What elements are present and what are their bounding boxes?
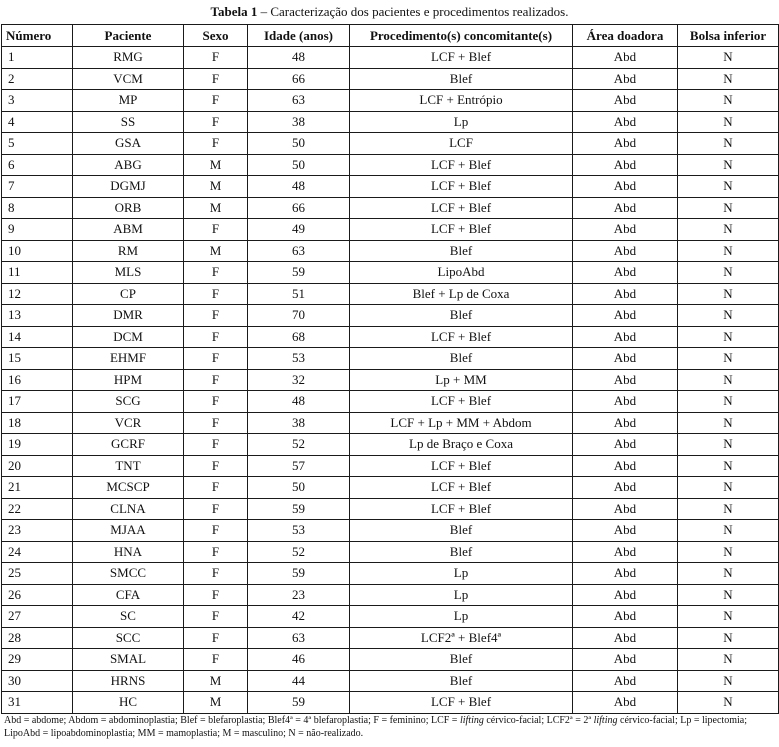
cell-sexo: F — [184, 47, 248, 69]
cell-area-doadora: Abd — [573, 68, 678, 90]
cell-paciente: SC — [73, 606, 184, 628]
cell-sexo: F — [184, 498, 248, 520]
cell-numero: 14 — [2, 326, 73, 348]
cell-bolsa-inferior: N — [678, 498, 779, 520]
cell-idade: 42 — [248, 606, 350, 628]
cell-procedimentos: Blef — [350, 520, 573, 542]
cell-numero: 10 — [2, 240, 73, 262]
cell-numero: 28 — [2, 627, 73, 649]
cell-bolsa-inferior: N — [678, 262, 779, 284]
cell-area-doadora: Abd — [573, 649, 678, 671]
cell-numero: 6 — [2, 154, 73, 176]
table-footnote — [4, 714, 776, 740]
cell-bolsa-inferior: N — [678, 391, 779, 413]
cell-numero: 19 — [2, 434, 73, 456]
cell-sexo: F — [184, 649, 248, 671]
cell-idade: 63 — [248, 240, 350, 262]
cell-bolsa-inferior: N — [678, 541, 779, 563]
cell-area-doadora: Abd — [573, 670, 678, 692]
table-row — [2, 584, 779, 606]
cell-sexo: F — [184, 262, 248, 284]
cell-bolsa-inferior: N — [678, 197, 779, 219]
cell-area-doadora: Abd — [573, 369, 678, 391]
cell-idade: 48 — [248, 176, 350, 198]
cell-numero: 21 — [2, 477, 73, 499]
cell-idade: 66 — [248, 197, 350, 219]
cell-idade: 23 — [248, 584, 350, 606]
cell-sexo: F — [184, 477, 248, 499]
column-header-idade: Idade (anos) — [248, 25, 350, 47]
cell-area-doadora: Abd — [573, 391, 678, 413]
cell-sexo: F — [184, 90, 248, 112]
cell-sexo: F — [184, 434, 248, 456]
cell-sexo: M — [184, 154, 248, 176]
cell-idade: 66 — [248, 68, 350, 90]
cell-procedimentos: Blef — [350, 240, 573, 262]
column-header-paciente: Paciente — [73, 25, 184, 47]
cell-idade: 70 — [248, 305, 350, 327]
cell-procedimentos: Blef — [350, 348, 573, 370]
cell-area-doadora: Abd — [573, 541, 678, 563]
cell-procedimentos: Lp — [350, 584, 573, 606]
cell-idade: 50 — [248, 133, 350, 155]
table-row — [2, 670, 779, 692]
table-row — [2, 606, 779, 628]
cell-procedimentos: LCF + Blef — [350, 154, 573, 176]
cell-idade: 48 — [248, 47, 350, 69]
cell-idade: 59 — [248, 498, 350, 520]
table-caption-text: – Caracterização dos pacientes e procedimentos realizados. — [257, 4, 569, 19]
cell-idade: 53 — [248, 520, 350, 542]
cell-sexo: M — [184, 197, 248, 219]
cell-numero: 24 — [2, 541, 73, 563]
cell-numero: 4 — [2, 111, 73, 133]
cell-idade: 44 — [248, 670, 350, 692]
cell-numero: 29 — [2, 649, 73, 671]
cell-idade: 52 — [248, 434, 350, 456]
cell-numero: 7 — [2, 176, 73, 198]
table-row — [2, 477, 779, 499]
cell-paciente: RMG — [73, 47, 184, 69]
table-caption-label: Tabela 1 — [210, 4, 258, 19]
cell-procedimentos: Blef + Lp de Coxa — [350, 283, 573, 305]
cell-idade: 68 — [248, 326, 350, 348]
cell-numero: 22 — [2, 498, 73, 520]
cell-paciente: GSA — [73, 133, 184, 155]
cell-bolsa-inferior: N — [678, 219, 779, 241]
cell-sexo: F — [184, 520, 248, 542]
header-row — [2, 25, 779, 47]
cell-numero: 31 — [2, 692, 73, 714]
cell-bolsa-inferior: N — [678, 154, 779, 176]
cell-idade: 46 — [248, 649, 350, 671]
cell-procedimentos: Blef — [350, 305, 573, 327]
cell-numero: 12 — [2, 283, 73, 305]
cell-procedimentos: LCF + Blef — [350, 391, 573, 413]
cell-procedimentos: LCF — [350, 133, 573, 155]
cell-bolsa-inferior: N — [678, 348, 779, 370]
table-row — [2, 240, 779, 262]
cell-bolsa-inferior: N — [678, 670, 779, 692]
cell-paciente: HNA — [73, 541, 184, 563]
cell-sexo: M — [184, 692, 248, 714]
cell-sexo: M — [184, 670, 248, 692]
table-header — [2, 25, 779, 47]
table-row — [2, 47, 779, 69]
cell-procedimentos: LCF + Blef — [350, 326, 573, 348]
cell-area-doadora: Abd — [573, 133, 678, 155]
cell-sexo: F — [184, 219, 248, 241]
cell-paciente: RM — [73, 240, 184, 262]
cell-area-doadora: Abd — [573, 627, 678, 649]
cell-procedimentos: LCF + Blef — [350, 47, 573, 69]
table-row — [2, 197, 779, 219]
cell-numero: 23 — [2, 520, 73, 542]
cell-paciente: SS — [73, 111, 184, 133]
cell-paciente: CP — [73, 283, 184, 305]
footnote-lifting-1: lifting — [459, 715, 484, 726]
cell-paciente: HRNS — [73, 670, 184, 692]
cell-paciente: HC — [73, 692, 184, 714]
cell-idade: 59 — [248, 563, 350, 585]
cell-paciente: MP — [73, 90, 184, 112]
table-row — [2, 219, 779, 241]
cell-sexo: M — [184, 240, 248, 262]
footnote-part-3: cérvico-facial; Lp = lipectomia; LipoAbd = lipoabdominoplastia; MM = mamoplastia; M = masculino; N = não-realizado. — [4, 715, 747, 739]
cell-sexo: F — [184, 305, 248, 327]
cell-sexo: F — [184, 283, 248, 305]
cell-area-doadora: Abd — [573, 520, 678, 542]
table-row — [2, 176, 779, 198]
cell-area-doadora: Abd — [573, 154, 678, 176]
cell-numero: 27 — [2, 606, 73, 628]
table-row — [2, 455, 779, 477]
cell-procedimentos: Blef — [350, 541, 573, 563]
cell-sexo: F — [184, 412, 248, 434]
cell-area-doadora: Abd — [573, 434, 678, 456]
cell-bolsa-inferior: N — [678, 692, 779, 714]
table-row — [2, 68, 779, 90]
cell-procedimentos: Blef — [350, 649, 573, 671]
cell-idade: 53 — [248, 348, 350, 370]
cell-paciente: GCRF — [73, 434, 184, 456]
cell-procedimentos: LCF + Blef — [350, 197, 573, 219]
cell-idade: 59 — [248, 692, 350, 714]
cell-area-doadora: Abd — [573, 498, 678, 520]
cell-numero: 20 — [2, 455, 73, 477]
cell-bolsa-inferior: N — [678, 584, 779, 606]
cell-numero: 13 — [2, 305, 73, 327]
cell-paciente: CLNA — [73, 498, 184, 520]
cell-numero: 17 — [2, 391, 73, 413]
cell-procedimentos: Lp de Braço e Coxa — [350, 434, 573, 456]
cell-numero: 18 — [2, 412, 73, 434]
cell-area-doadora: Abd — [573, 563, 678, 585]
cell-paciente: MLS — [73, 262, 184, 284]
cell-area-doadora: Abd — [573, 477, 678, 499]
cell-paciente: HPM — [73, 369, 184, 391]
cell-idade: 50 — [248, 477, 350, 499]
table-row — [2, 154, 779, 176]
table-row — [2, 649, 779, 671]
cell-bolsa-inferior: N — [678, 305, 779, 327]
cell-area-doadora: Abd — [573, 240, 678, 262]
cell-paciente: MJAA — [73, 520, 184, 542]
cell-procedimentos: Blef — [350, 670, 573, 692]
cell-bolsa-inferior: N — [678, 240, 779, 262]
cell-area-doadora: Abd — [573, 90, 678, 112]
cell-bolsa-inferior: N — [678, 111, 779, 133]
cell-paciente: SMAL — [73, 649, 184, 671]
cell-bolsa-inferior: N — [678, 176, 779, 198]
cell-paciente: SMCC — [73, 563, 184, 585]
cell-idade: 38 — [248, 412, 350, 434]
table-row — [2, 369, 779, 391]
cell-procedimentos: LCF + Blef — [350, 219, 573, 241]
cell-numero: 26 — [2, 584, 73, 606]
cell-numero: 8 — [2, 197, 73, 219]
cell-procedimentos: LCF + Blef — [350, 477, 573, 499]
table-body — [2, 47, 779, 714]
cell-area-doadora: Abd — [573, 606, 678, 628]
cell-area-doadora: Abd — [573, 412, 678, 434]
cell-paciente: EHMF — [73, 348, 184, 370]
cell-idade: 59 — [248, 262, 350, 284]
cell-area-doadora: Abd — [573, 47, 678, 69]
cell-paciente: ORB — [73, 197, 184, 219]
cell-bolsa-inferior: N — [678, 520, 779, 542]
table-caption — [0, 4, 779, 20]
cell-sexo: F — [184, 326, 248, 348]
table-row — [2, 305, 779, 327]
cell-procedimentos: LCF + Blef — [350, 692, 573, 714]
cell-bolsa-inferior: N — [678, 477, 779, 499]
cell-idade: 63 — [248, 90, 350, 112]
table-row — [2, 326, 779, 348]
table-row — [2, 498, 779, 520]
column-header-bolsa-inferior: Bolsa inferior — [678, 25, 779, 47]
cell-paciente: SCG — [73, 391, 184, 413]
cell-bolsa-inferior: N — [678, 133, 779, 155]
cell-idade: 63 — [248, 627, 350, 649]
table-row — [2, 283, 779, 305]
cell-bolsa-inferior: N — [678, 326, 779, 348]
table-row — [2, 412, 779, 434]
table-row — [2, 90, 779, 112]
table-row — [2, 133, 779, 155]
footnote-part-1: Abd = abdome; Abdom = abdominoplastia; Blef = blefaroplastia; Blef4ª = 4ª blefaroplastia; F = feminino; LCF = — [4, 715, 460, 726]
column-header-sexo: Sexo — [184, 25, 248, 47]
cell-numero: 1 — [2, 47, 73, 69]
cell-idade: 52 — [248, 541, 350, 563]
cell-paciente: DCM — [73, 326, 184, 348]
cell-area-doadora: Abd — [573, 584, 678, 606]
cell-idade: 57 — [248, 455, 350, 477]
cell-procedimentos: LCF + Entrópio — [350, 90, 573, 112]
cell-sexo: F — [184, 68, 248, 90]
cell-bolsa-inferior: N — [678, 627, 779, 649]
cell-numero: 11 — [2, 262, 73, 284]
cell-idade: 50 — [248, 154, 350, 176]
cell-paciente: SCC — [73, 627, 184, 649]
cell-area-doadora: Abd — [573, 219, 678, 241]
cell-bolsa-inferior: N — [678, 47, 779, 69]
table-row — [2, 434, 779, 456]
cell-paciente: DGMJ — [73, 176, 184, 198]
cell-numero: 16 — [2, 369, 73, 391]
column-header-numero: Número — [2, 25, 73, 47]
cell-paciente: TNT — [73, 455, 184, 477]
cell-area-doadora: Abd — [573, 111, 678, 133]
cell-area-doadora: Abd — [573, 326, 678, 348]
table-row — [2, 627, 779, 649]
cell-area-doadora: Abd — [573, 262, 678, 284]
cell-sexo: F — [184, 111, 248, 133]
cell-paciente: ABG — [73, 154, 184, 176]
cell-bolsa-inferior: N — [678, 369, 779, 391]
cell-sexo: F — [184, 606, 248, 628]
cell-procedimentos: Lp — [350, 563, 573, 585]
cell-numero: 3 — [2, 90, 73, 112]
cell-bolsa-inferior: N — [678, 649, 779, 671]
cell-area-doadora: Abd — [573, 455, 678, 477]
footnote-part-2: cérvico-facial; LCF2ª = 2ª — [483, 715, 594, 726]
cell-sexo: F — [184, 348, 248, 370]
cell-bolsa-inferior: N — [678, 563, 779, 585]
table-row — [2, 563, 779, 585]
cell-numero: 2 — [2, 68, 73, 90]
cell-bolsa-inferior: N — [678, 90, 779, 112]
cell-bolsa-inferior: N — [678, 606, 779, 628]
cell-sexo: F — [184, 584, 248, 606]
cell-area-doadora: Abd — [573, 348, 678, 370]
cell-bolsa-inferior: N — [678, 434, 779, 456]
cell-procedimentos: Blef — [350, 68, 573, 90]
cell-numero: 15 — [2, 348, 73, 370]
column-header-area-doadora: Área doadora — [573, 25, 678, 47]
cell-numero: 30 — [2, 670, 73, 692]
cell-idade: 32 — [248, 369, 350, 391]
cell-area-doadora: Abd — [573, 692, 678, 714]
footnote-lifting-2: lifting — [593, 715, 618, 726]
cell-sexo: M — [184, 176, 248, 198]
cell-procedimentos: Lp — [350, 111, 573, 133]
table-row — [2, 520, 779, 542]
table-row — [2, 692, 779, 714]
cell-idade: 38 — [248, 111, 350, 133]
cell-area-doadora: Abd — [573, 305, 678, 327]
cell-procedimentos: LCF2ª + Blef4ª — [350, 627, 573, 649]
cell-area-doadora: Abd — [573, 176, 678, 198]
cell-sexo: F — [184, 563, 248, 585]
cell-paciente: MCSCP — [73, 477, 184, 499]
cell-area-doadora: Abd — [573, 197, 678, 219]
cell-idade: 51 — [248, 283, 350, 305]
table-row — [2, 348, 779, 370]
table-row — [2, 111, 779, 133]
cell-idade: 48 — [248, 391, 350, 413]
table-row — [2, 262, 779, 284]
cell-sexo: F — [184, 133, 248, 155]
cell-procedimentos: Lp — [350, 606, 573, 628]
cell-sexo: F — [184, 627, 248, 649]
cell-sexo: F — [184, 391, 248, 413]
cell-procedimentos: LCF + Blef — [350, 455, 573, 477]
cell-sexo: F — [184, 455, 248, 477]
cell-sexo: F — [184, 369, 248, 391]
cell-idade: 49 — [248, 219, 350, 241]
cell-procedimentos: LipoAbd — [350, 262, 573, 284]
cell-paciente: VCR — [73, 412, 184, 434]
cell-area-doadora: Abd — [573, 283, 678, 305]
cell-paciente: ABM — [73, 219, 184, 241]
cell-procedimentos: Lp + MM — [350, 369, 573, 391]
cell-procedimentos: LCF + Blef — [350, 498, 573, 520]
cell-paciente: CFA — [73, 584, 184, 606]
cell-numero: 25 — [2, 563, 73, 585]
cell-sexo: F — [184, 541, 248, 563]
table-row — [2, 391, 779, 413]
column-header-procedimentos: Procedimento(s) concomitante(s) — [350, 25, 573, 47]
cell-bolsa-inferior: N — [678, 455, 779, 477]
cell-procedimentos: LCF + Lp + MM + Abdom — [350, 412, 573, 434]
cell-paciente: DMR — [73, 305, 184, 327]
cell-procedimentos: LCF + Blef — [350, 176, 573, 198]
cell-paciente: VCM — [73, 68, 184, 90]
cell-bolsa-inferior: N — [678, 68, 779, 90]
cell-numero: 5 — [2, 133, 73, 155]
table-row — [2, 541, 779, 563]
cell-numero: 9 — [2, 219, 73, 241]
cell-bolsa-inferior: N — [678, 412, 779, 434]
patients-table — [1, 24, 779, 714]
cell-bolsa-inferior: N — [678, 283, 779, 305]
